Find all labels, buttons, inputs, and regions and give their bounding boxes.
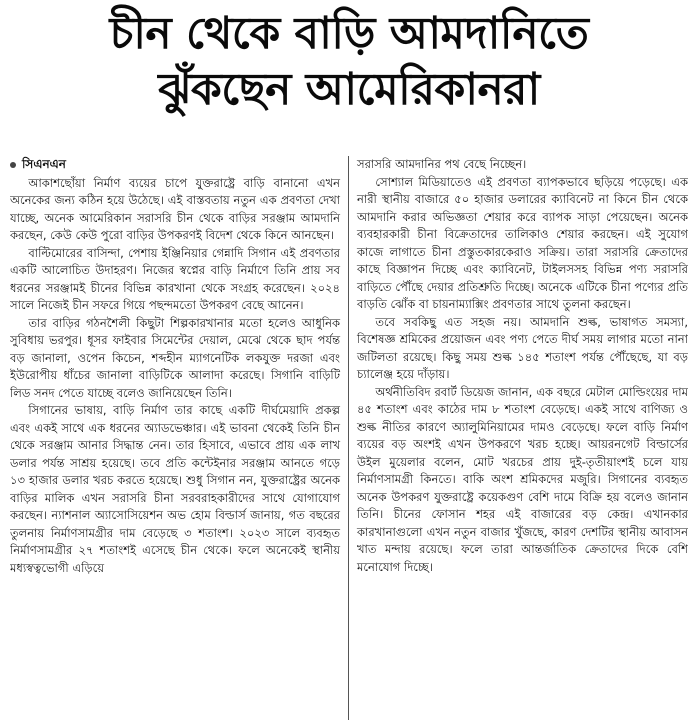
- right-column: [349, 156, 688, 720]
- headline-line-2: ঝুঁকছেন আমেরিকানরা: [158, 64, 540, 115]
- article-columns: [10, 156, 688, 720]
- headline-line-1: চীন থেকে বাড়ি আমদানিতে: [109, 8, 589, 59]
- headline: [10, 0, 688, 118]
- byline: [10, 156, 340, 174]
- paragraph: তার বাড়ির গঠনশৈলী কিছুটা শিল্পকারখানার মতো হলেও আধুনিক সুবিধায় ভরপুর। ধূসর ফাইবার সিমেন্টের দেয়াল, মেঝে থেকে ছাদ পর্যন্ত বড় জানালা, ওপেন কিচেন, শব্দহীন ম্যাগনেটিক লকযুক্ত দরজা এবং ইউরোপীয় ধাঁচের জানালা বাড়িটিকে আলাদা করেছে। সিগানি বাড়িটি লিড সনদ পেতে যাচ্ছে বলেও জানিয়েছেন তিনি।: [10, 315, 340, 400]
- paragraph: সরাসরি আমদানির পথ বেছে নিচ্ছেন।: [357, 157, 527, 171]
- byline-source: সিএনএন: [22, 157, 66, 171]
- paragraph: সোশ্যাল মিডিয়াতেও এই প্রবণতা ব্যাপকভাবে ছড়িয়ে পড়েছে। এক নারী স্থানীয় বাজারে ৫০ হাজার ডলারের ক্যাবিনেট না কিনে চীন থেকে আমদানি করার অভিজ্ঞতা শেয়ার করে ব্যাপক সাড়া পেয়েছেন। অনেক ব্যবহারকারী চীনা বিক্রেতাদের তালিকাও শেয়ার করছেন। এই সুযোগ কাজে লাগাতে চীনা প্রস্তুতকারকেরাও সক্রিয়। তারা সরাসরি ক্রেতাদের কাছে বিজ্ঞাপন দিচ্ছে এবং ক্যাবিনেট, টাইলসসহ বিভিন্ন পণ্য সরাসরি বাড়িতে পৌঁছে দেয়ার প্রতিশ্রুতি দিচ্ছে। অনেকে এটিকে চীনা পণ্যের প্রতি বাড়তি ঝোঁক বা চায়নাম্যাক্সিং প্রবণতার সাথে তুলনা করছেন।: [357, 174, 688, 311]
- paragraph: অর্থনীতিবিদ রবার্ট ডিয়েজ জানান, এক বছরে মেটাল মোল্ডিংয়ের দাম ৪৫ শতাংশ এবং কাঠের দাম ৮ শতাংশ বেড়েছে। একই সাথে বাণিজ্য ও শুল্ক নীতির কারণে অ্যালুমিনিয়ামের দামও বেড়েছে। ফলে বাড়ি নির্মাণ ব্যয়ের বড় অংশই এখন উপকরণে খরচ হচ্ছে। আয়রনগেট বিল্ডার্সের উইল মুয়েলার বলেন, মোট খরচের প্রায় দুই-তৃতীয়াংশই চলে যায় নির্মাণসামগ্রী কিনতে। বাকি অংশ শ্রমিকদের মজুরি। সিগানের ব্যবহৃত অনেক উপকরণ যুক্তরাষ্ট্রে কয়েকগুণ বেশি দামে বিক্রি হয় বলেও জানান তিনি। চীনের ফোসান শহর এই বাজারের বড় কেন্দ্র। এখানকার কারখানাগুলো এখন নতুন বাজার খুঁজছে, কারণ দেশটির স্থানীয় আবাসন খাত মন্দায় রয়েছে। ফলে তারা আন্তর্জাতিক ক্রেতাদের দিকে বেশি মনোযোগ দিচ্ছে।: [357, 384, 688, 574]
- paragraph: আকাশছোঁয়া নির্মাণ ব্যয়ের চাপে যুক্তরাষ্ট্রে বাড়ি বানানো এখন অনেকের জন্য কঠিন হয়ে উঠেছে। এই বাস্তবতায় নতুন এক প্রবণতা দেখা যাচ্ছে, অনেক আমেরিকান সরাসরি চীন থেকে বাড়ির সরঞ্জাম আমদানি করছেন, কেউ কেউ পুরো বাড়ির উপকরণই বিদেশ থেকে কিনে আনছেন।: [10, 175, 340, 242]
- paragraph: বাল্টিমোরের বাসিন্দা, পেশায় ইঞ্জিনিয়ার গেন্নাদি সিগান এই প্রবণতার একটি আলোচিত উদাহরণ। নিজের স্বপ্নের বাড়ি নির্মাণে তিনি প্রায় সব ধরনের সরঞ্জামই চীনের বিভিন্ন কারখানা থেকে সংগ্রহ করেছেন। ২০২৪ সালে নিজেই চীন সফরে গিয়ে পছন্দমতো উপকরণ বেছে আনেন।: [10, 245, 340, 312]
- paragraph: সিগানের ভাষায়, বাড়ি নির্মাণ তার কাছে একটি দীর্ঘমেয়াদি প্রকল্প এবং একই সাথে এক ধরনের অ্যাডভেঞ্চার। এই ভাবনা থেকেই তিনি চীন থেকে সরঞ্জাম আনার সিদ্ধান্ত নেন। তার হিসাবে, এভাবে প্রায় এক লাখ ডলার পর্যন্ত সাশ্রয় হয়েছে। তবে প্রতি কন্টেইনার সরঞ্জাম আনতে গড়ে ১৩ হাজার ডলার খরচ করতে হয়েছে। শুধু সিগান নন, যুক্তরাষ্ট্রের অনেক বাড়ির মালিক এখন সরাসরি চীনা সরবরাহকারীদের সাথে যোগাযোগ করছেন। ন্যাশনাল অ্যাসোসিয়েশন অভ হোম বিল্ডার্স জানায়, গত বছরের তুলনায় নির্মাণসামগ্রীর দাম বেড়েছে ৩ শতাংশ। ২০২৩ সালে ব্যবহৃত নির্মাণসামগ্রীর ২৭ শতাংশই এসেছে চীন থেকে। ফলে অনেকেই স্থানীয় মধ্যস্বত্বভোগী এড়িয়ে: [10, 403, 340, 575]
- left-column: [10, 156, 349, 720]
- paragraph: তবে সবকিছু এত সহজ নয়। আমদানি শুল্ক, ভাষাগত সমস্যা, বিশেষজ্ঞ শ্রমিকের প্রয়োজন এবং পণ্য পেতে দীর্ঘ সময় লাগার মতো নানা জটিলতা রয়েছে। কিছু সময় শুল্ক ১৪৫ শতাংশ পর্যন্ত পৌঁছেছে, যা বড় চ্যালেঞ্জ হয়ে দাঁড়ায়।: [357, 314, 688, 381]
- bullet-icon: [10, 162, 16, 168]
